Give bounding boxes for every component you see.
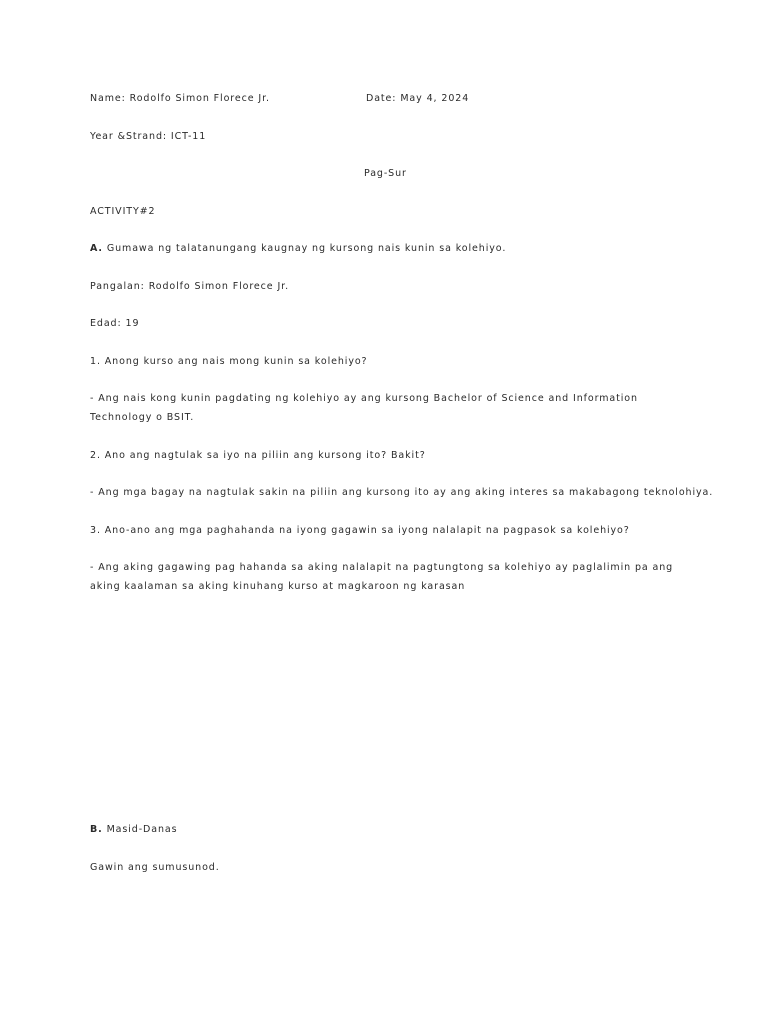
section-a-instruction (90, 239, 506, 258)
student-name: Name: Rodolfo Simon Florece Jr. (90, 93, 270, 104)
section-a-text: Gumawa ng talatanungang kaugnay ng kursong nais kunin sa kolehiyo. (102, 243, 507, 254)
subject-title: Pag-Sur (364, 168, 407, 179)
question-3: 3. Ano-ano ang mga paghahanda na iyong gagawin sa iyong nalalapit na pagpasok sa kolehiyo? (90, 525, 630, 536)
activity-title: ACTIVITY#2 (90, 206, 156, 217)
year-strand: Year &Strand: ICT-11 (90, 131, 207, 142)
date: Date: May 4, 2024 (366, 93, 470, 104)
section-a-marker: A. (90, 243, 103, 254)
section-b-instruction: Gawin ang sumusunod. (90, 862, 220, 873)
question-1: 1. Anong kurso ang nais mong kunin sa kolehiyo? (90, 356, 368, 367)
edad: Edad: 19 (90, 318, 140, 329)
answer-1: - Ang nais kong kunin pagdating ng kolehiyo ay ang kursong Bachelor of Science and Information Technology o BSIT. (90, 393, 638, 423)
section-b-marker: B. (90, 824, 103, 835)
pangalan: Pangalan: Rodolfo Simon Florece Jr. (90, 281, 290, 292)
answer-2: - Ang mga bagay na nagtulak sakin na piliin ang kursong ito ay ang aking interes sa makabagong teknolohiya. (90, 487, 714, 498)
answer-3: - Ang aking gagawing pag hahanda sa aking nalalapit na pagtungtong sa kolehiyo ay paglalimin pa ang aking kaalaman sa aking kinuhang kurso at magkaroon ng karasan (90, 562, 674, 592)
section-b-heading (90, 820, 177, 839)
question-2: 2. Ano ang nagtulak sa iyo na piliin ang kursong ito? Bakit? (90, 450, 426, 461)
section-b-title: Masid-Danas (102, 824, 178, 835)
